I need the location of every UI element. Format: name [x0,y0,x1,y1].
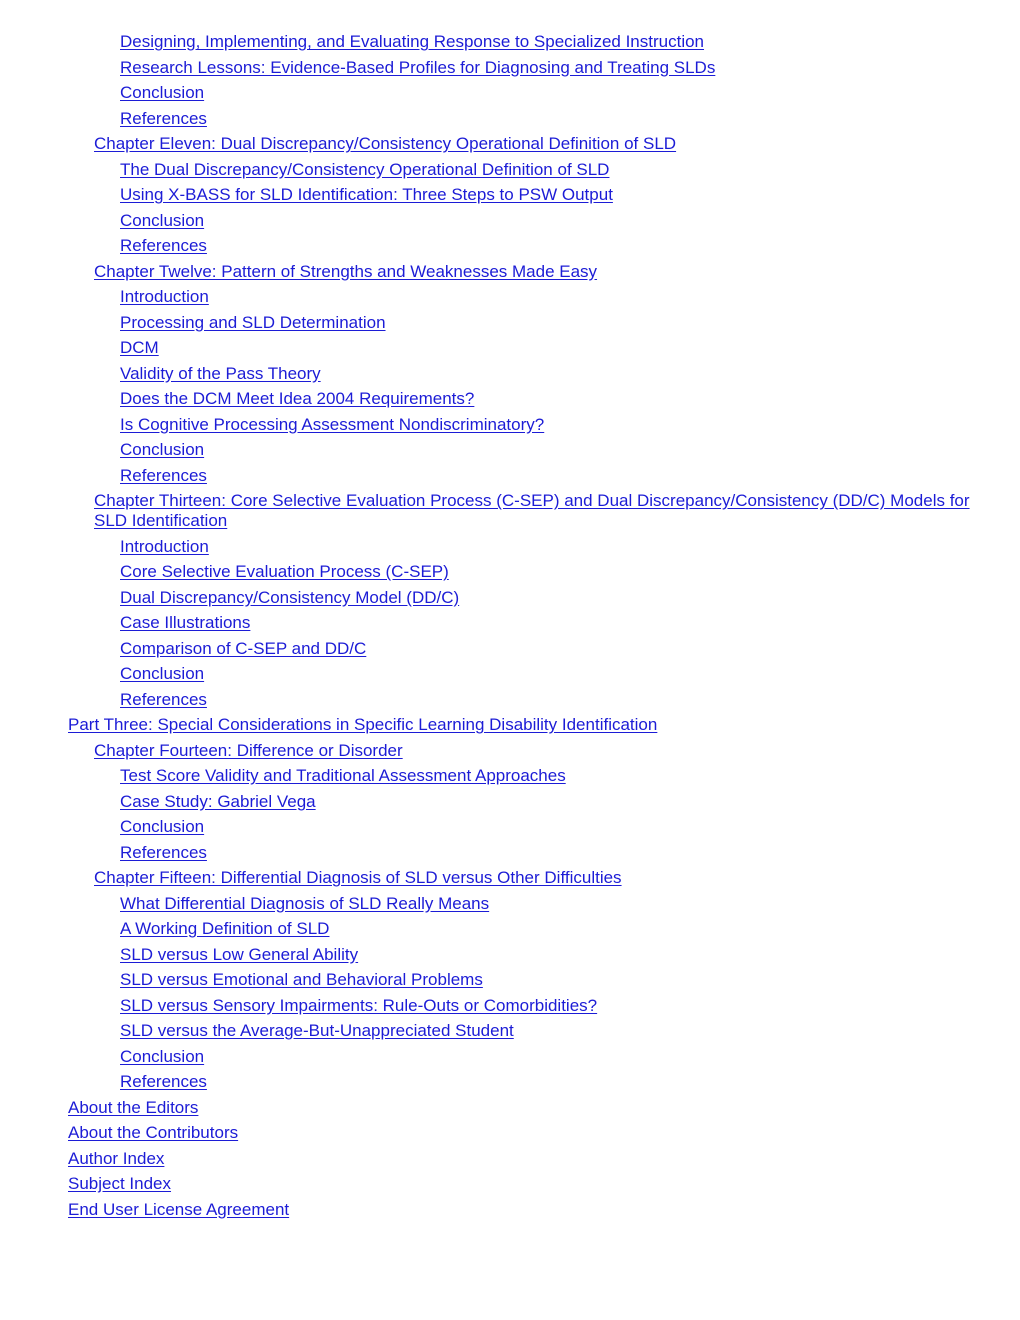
toc-link[interactable]: References [120,1072,207,1091]
toc-entry [0,1072,1020,1092]
toc-entry [0,741,1020,761]
toc-entry [0,185,1020,205]
toc-entry [0,562,1020,582]
toc-entry [0,491,1020,531]
toc-link[interactable]: Conclusion [120,1046,205,1066]
toc-link[interactable]: Conclusion [120,817,205,836]
toc-link[interactable]: Research Lessons: Evidence-Based Profiles for Diagnosing and Treating SLDs [120,57,716,77]
toc-entry [0,1200,1020,1220]
toc-entry [0,613,1020,633]
toc-entry [0,440,1020,460]
toc-link[interactable]: Chapter Twelve: Pattern of Strengths and Weaknesses Made Easy [94,261,598,281]
toc-link[interactable]: Author Index [68,1148,165,1168]
toc-entry [0,83,1020,103]
toc-entry [0,817,1020,837]
toc-link[interactable]: SLD versus Sensory Impairments: Rule-Outs or Comorbidities? [120,995,598,1015]
toc-link[interactable]: Conclusion [120,210,205,230]
toc-entry [0,389,1020,409]
toc-link[interactable]: Conclusion [120,664,205,683]
toc-link[interactable]: Validity of the Pass Theory [120,363,321,383]
toc-link[interactable]: Introduction [120,536,209,556]
toc-entry [0,313,1020,333]
toc-link[interactable]: About the Editors [68,1097,199,1117]
toc-link[interactable]: SLD versus Low General Ability [120,944,359,964]
toc-link[interactable]: Chapter Thirteen: Core Selective Evaluation Process (C-SEP) and Dual Discrepancy/Consistency (DD/C) Models for SLD Identification [94,491,970,530]
toc-link[interactable]: References [120,465,207,485]
toc-entry [0,262,1020,282]
toc-entry [0,1123,1020,1143]
toc-entry [0,919,1020,939]
toc-entry [0,466,1020,486]
toc-entry [0,970,1020,990]
toc-entry [0,211,1020,231]
toc-link[interactable]: References [120,236,207,255]
toc-link[interactable]: Case Illustrations [120,613,251,632]
toc-entry [0,32,1020,52]
toc-link[interactable]: Chapter Eleven: Dual Discrepancy/Consistency Operational Definition of SLD [94,134,677,153]
toc-link[interactable]: Chapter Fourteen: Difference or Disorder [94,740,403,760]
toc-entry [0,58,1020,78]
toc-link[interactable]: Processing and SLD Determination [120,312,386,332]
toc-link[interactable]: Case Study: Gabriel Vega [120,791,316,811]
toc-link[interactable]: Core Selective Evaluation Process (C-SEP) [120,562,449,581]
toc-link[interactable]: Chapter Fifteen: Differential Diagnosis of SLD versus Other Difficulties [94,868,622,887]
toc-link[interactable]: SLD versus Emotional and Behavioral Problems [120,970,483,989]
toc-link[interactable]: DCM [120,338,159,357]
toc-link[interactable]: Using X-BASS for SLD Identification: Three Steps to PSW Output [120,185,613,204]
toc-entry [0,945,1020,965]
toc-link[interactable]: References [120,689,207,709]
toc-link[interactable]: Comparison of C-SEP and DD/C [120,638,367,658]
toc-entry [0,338,1020,358]
toc-entry [0,236,1020,256]
toc-link[interactable]: Test Score Validity and Traditional Assessment Approaches [120,766,566,785]
toc-link[interactable]: The Dual Discrepancy/Consistency Operational Definition of SLD [120,159,610,179]
toc-entry [0,287,1020,307]
toc-entry [0,639,1020,659]
toc-entry [0,415,1020,435]
toc-link[interactable]: What Differential Diagnosis of SLD Really Means [120,893,490,913]
toc-entry [0,134,1020,154]
toc-entry [0,1021,1020,1041]
toc-entry [0,364,1020,384]
toc-link[interactable]: References [120,108,207,128]
toc-link[interactable]: Conclusion [120,440,205,459]
toc-entry [0,715,1020,735]
toc-link[interactable]: Introduction [120,287,209,306]
toc-entry [0,894,1020,914]
toc-entry [0,690,1020,710]
toc-link[interactable]: Dual Discrepancy/Consistency Model (DD/C) [120,587,460,607]
toc-link[interactable]: SLD versus the Average-But-Unappreciated Student [120,1021,514,1040]
toc-entry [0,868,1020,888]
toc-link[interactable]: Is Cognitive Processing Assessment Nondiscriminatory? [120,414,545,434]
toc-entry [0,766,1020,786]
toc-link[interactable]: References [120,842,207,862]
toc-entry [0,1149,1020,1169]
toc-link[interactable]: End User License Agreement [68,1199,290,1219]
toc-link[interactable]: A Working Definition of SLD [120,919,330,938]
toc-entry [0,1047,1020,1067]
toc-link[interactable]: Conclusion [120,83,205,102]
toc-entry [0,1174,1020,1194]
toc-entry [0,1098,1020,1118]
toc-link[interactable]: Subject Index [68,1174,172,1193]
toc-entry [0,843,1020,863]
toc-entry [0,588,1020,608]
toc-link[interactable]: Does the DCM Meet Idea 2004 Requirements? [120,389,475,408]
table-of-contents [0,32,1020,1225]
toc-entry [0,996,1020,1016]
toc-entry [0,537,1020,557]
toc-entry [0,160,1020,180]
toc-link[interactable]: About the Contributors [68,1123,239,1142]
toc-entry [0,792,1020,812]
toc-entry [0,109,1020,129]
toc-link[interactable]: Designing, Implementing, and Evaluating Response to Specialized Instruction [120,32,705,51]
toc-link[interactable]: Part Three: Special Considerations in Specific Learning Disability Identification [68,715,658,734]
toc-entry [0,664,1020,684]
